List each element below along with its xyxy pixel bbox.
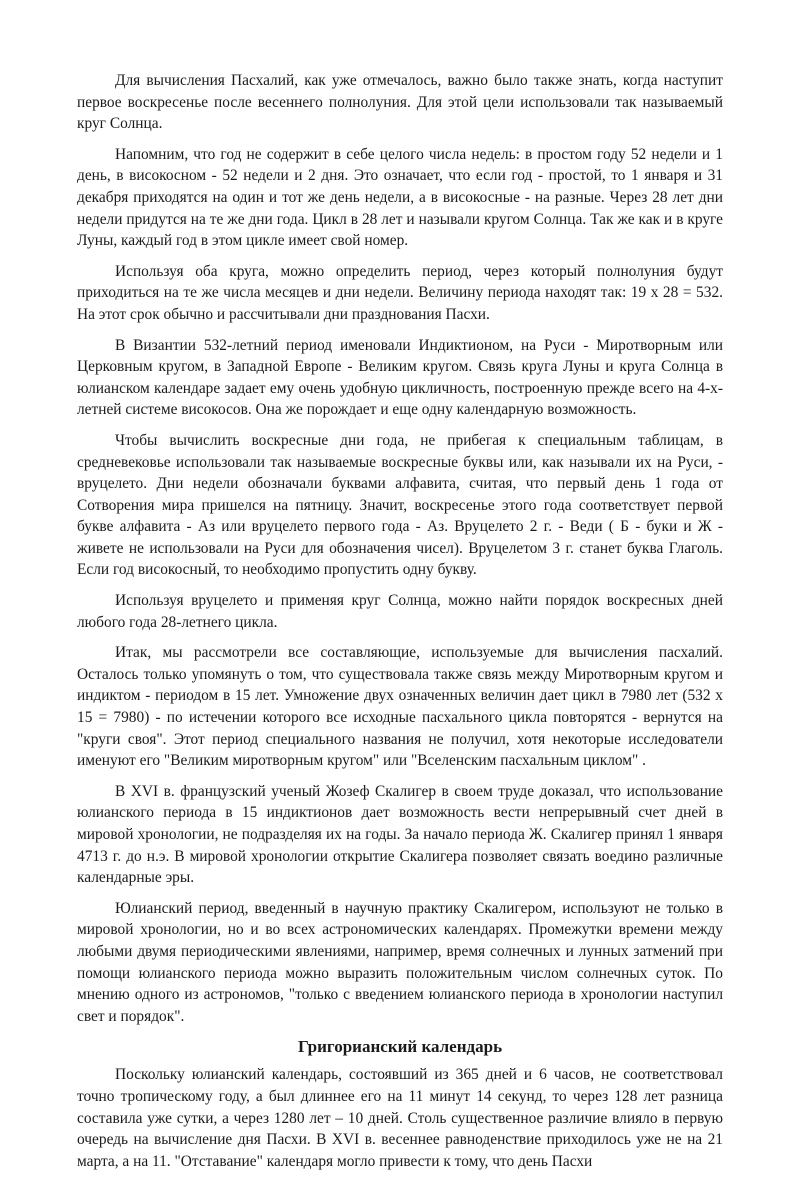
document-page: [77, 70, 723, 1181]
paragraph: Итак, мы рассмотрели все составляющие, используемые для вычисления пасхалий. Осталось только упомянуть о том, что существовала также связь между Миротворным кругом и индиктом - периодом в 15 лет. Умножение двух означенных величин дает цикл в 7980 лет (532 х 15 = 7980) - по истечении которого все исходные пасхального цикла повторятся - вернутся на "круги своя". Этот период специального названия не получил, хотя некоторые исследователи именуют его "Великим миротворным кругом" или "Вселенским пасхальным циклом" .: [77, 644, 723, 770]
paragraph: Чтобы вычислить воскресные дни года, не прибегая к специальным таблицам, в средневековье использовали так называемые воскресные буквы или, как называли их на Руси, - вруцелето. Дни недели обозначали буквами алфавита, считая, что первый день 1 года от Сотворения мира пришелся на пятницу. Значит, воскресенье этого года соответствует первой букве алфавита - Аз или вруцелето первого года - Аз. Вруцелето 2 г. - Веди ( Б - буки и Ж - живете не использовали на Руси для обозначения чисел). Вруцелетом 3 г. станет буква Глаголь. Если год високосный, то необходимо пропустить одну букву.: [77, 431, 723, 579]
section-heading: Григорианский календарь: [297, 1037, 503, 1057]
paragraph: Используя вруцелето и применяя круг Солнца, можно найти порядок воскресных дней любого года 28-летнего цикла.: [77, 592, 723, 631]
paragraph: Для вычисления Пасхалий, как уже отмечалось, важно было также знать, когда наступит первое воскресенье после весеннего полнолуния. Для этой цели использовали так называемый круг Солнца.: [77, 72, 723, 133]
paragraph: Юлианский период, введенный в научную практику Скалигером, используют не только в мировой хронологии, но и во всех астрономических календарях. Промежутки времени между любыми двумя периодическими явлениями, например, время солнечных и лунных затмений при помощи юлианского периода можно выразить положительным числом солнечных суток. По мнению одного из астрономов, "только с введением юлианского периода в хронологии наступил свет и порядок".: [77, 899, 723, 1025]
paragraph: В Византии 532-летний период именовали Индиктионом, на Руси - Миротворным или Церковным кругом, в Западной Европе - Великим кругом. Связь круга Луны и круга Солнца в юлианском календаре задает ему очень удобную цикличность, построенную прежде всего на 4-х-летней системе високосов. Она же порождает и еще одну календарную возможность.: [77, 336, 723, 419]
paragraph: Используя оба круга, можно определить период, через который полнолуния будут приходиться на те же числа месяцев и дни недели. Величину периода находят так: 19 х 28 = 532. На этот срок обычно и рассчитывали дни празднования Пасхи.: [77, 262, 723, 323]
paragraph: Напомним, что год не содержит в себе целого числа недель: в простом году 52 недели и 1 день, в високосном - 52 недели и 2 дня. Это означает, что если год - простой, то 1 января и 31 декабря приходятся на один и тот же день недели, а в високосные - на разные. Через 28 лет дни недели придутся на те же дни года. Цикл в 28 лет и называли кругом Солнца. Так же как и в круге Луны, каждый год в этом цикле имеет свой номер.: [77, 145, 723, 250]
paragraph: В XVI в. французский ученый Жозеф Скалигер в своем труде доказал, что использование юлианского периода в 15 индиктионов дает возможность вести непрерывный счет дней в мировой хронологии, не подразделяя их на годы. За начало периода Ж. Скалигер принял 1 января 4713 г. до н.э. В мировой хронологии открытие Скалигера позволяет связать воедино различные календарные эры.: [77, 782, 723, 887]
paragraph: Поскольку юлианский календарь, состоявший из 365 дней и 6 часов, не соответствовал точно тропическому году, а был длиннее его на 11 минут 14 секунд, то через 128 лет разница составила уже сутки, а через 1280 лет – 10 дней. Столь существенное различие влияло в первую очередь на вычисление дня Пасхи. В XVI в. весеннее равноденствие приходилось уже не на 21 марта, а на 11. "Отставание" календаря могло привести к тому, что день Пасхи: [77, 1066, 723, 1170]
